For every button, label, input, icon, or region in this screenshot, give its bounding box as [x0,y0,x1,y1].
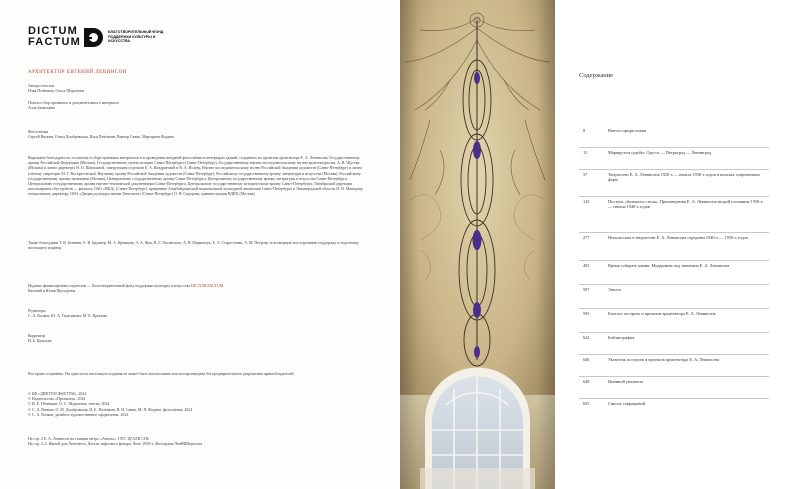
rights-note: Все права сохранены. Ни одна часть настоящего издания не может быть использована или воспроизведена без предварительного разрешения правообладателей. [28,372,295,376]
copyright-line: © Издательство «Пропилеи», 2024 [28,397,86,402]
toc-page-number: 642 [583,335,590,340]
toc-item[interactable] [579,197,769,233]
acknowledgment-extra: Также благодарим Т. В. Беннинг, Е. В. Брукнер, М. А. Кривцову, Э. А. Жук, В. Г. Лисовского, А. В. Марковчук, Е. Э. Старостенко, А. М. Петрову за всемерную всестороннюю поддержку и подготовку настоящего издания [28,241,359,251]
toc-item[interactable] [579,170,769,197]
editors: Редакторы С. А. Волков, Ю. А. Герасимова, М. Б. Крылова [28,309,108,319]
toc-page-number: 277 [583,235,590,240]
book-title: АРХИТЕКТОР ЕВГЕНИЙ ЛЕВИНСОН [28,70,127,75]
toc-chapter-title: Указатель построек и проектов архитектора Е. А. Левинсона [608,357,720,362]
table-of-contents [579,126,769,421]
copyright-list [28,392,372,418]
logo-f-mark-icon [84,28,103,47]
toc-page-number: 15 [583,150,588,155]
toc-page-number: 648 [583,379,590,384]
publisher-name: DICTUM FACTUM [191,284,224,288]
toc-page-number: 145 [583,199,590,204]
toc-page-number: 646 [583,357,590,362]
toc-chapter-title: Список сокращений [608,401,645,406]
credit-archive: Поиск и сбор архивного и документального материала Алла Замаскина [28,101,119,111]
proofreader: Корректор И. Б. Крылова [28,334,52,344]
toc-chapter-title: Творчество Е. А. Левинсона 1920-х — начала 1930-х годов в поисках современных форм [608,172,761,183]
toc-chapter-title: Поступь «большого стиля». Произведения Е. А. Левинсона второй половины 1930-х — начала 1940-х годов [608,199,763,210]
toc-chapter-title: Библиография [608,335,635,340]
copyright-line: © И. Е. Печёнкин, О. С. Шурыгина, тексты, 2024 [28,402,110,407]
caption-notes: На стр. 2 Е. А. Левинсон на станции метро «Автово». 1957. ЦГАЛИ СПб На стр. 4–5. Жилой дом Ленсовета. Детали лифтового фонаря. Фото 1950-х. Фотоархив ЛенНИИпроекта [28,437,203,447]
toc-item[interactable] [579,148,769,170]
toc-chapter-title: Вместо предисловия [608,128,646,133]
toc-page-number: 483 [583,263,590,268]
toc-page-number: 587 [583,287,590,292]
toc-item[interactable] [579,355,769,377]
publisher-logo [28,26,168,48]
toc-chapter-title: Маршрутом судьбы: Одесса — Петроград — Ленинград [608,150,712,155]
copyright-line: © С. А. Вялкин, О. М. Домбровская, И. Е. Печёнкин, В. Н. Савик, М. П. Фадина, фотосъёмка, 2024 [28,407,193,412]
copyright-line: © БФ «ДИКТУМ ФАКТУМ», 2024 [28,392,87,396]
credit-authors: Авторы текстов Илья Печёнкин, Ольга Шурыгина [28,84,85,94]
publisher-info: Издание финансировано издателем — Благотворительный фонд поддержки культуры и искусства DICTUM FACTUM Евгений и Юлия Прохоровы [28,284,224,294]
toc-page-number: 37 [583,172,588,177]
toc-chapter-title: Эпилог [608,287,622,292]
toc-item[interactable] [579,377,769,399]
toc-item[interactable] [579,399,769,421]
toc-item[interactable] [579,233,769,261]
toc-page-number: 655 [583,401,590,406]
toc-chapter-title: Каталог построек и проектов архитектора Е. А. Левинсона [608,311,716,316]
chandelier-image [400,0,555,489]
toc-item[interactable] [579,261,769,285]
chandelier-photo [400,0,555,489]
toc-chapter-title: Именной указатель [608,379,644,384]
logo-tagline: БЛАГОТВОРИТЕЛЬНЫЙ ФОНД ПОДДЕРЖКИ КУЛЬТУРЫ И ИСКУССТВА [108,29,164,44]
toc-item[interactable] [579,333,769,355]
toc-chapter-title: Неоклассика в творчестве Е. А. Левинсона середины 1940-х — 1950-х годов [608,235,748,240]
credit-photo: Фотосъёмка Сергей Вялкин, Ольга Домбровская, Илья Печёнкин, Виктор Савик, Маргарита Фадина [28,130,174,140]
acknowledgment-main: Выражаем благодарность за помощь в сборе архивных материалов и в проведении натурной фотосъёмки в интерьерах зданий, созданных по проектам архитектора Е. А. Левинсона, Государственному архиву Российской Федерации (Москва), Государственному музею истории Санкт-Петербурга (Санкт-Петербург), Государственному научно-исследовательскому музею архитектуры им. А. В. Щусева (Москва) и лично директору Н. О. Шапошной, заведующим отделами Е. А. Кондратовой и В. А. Исаеву, Научно-исследовательскому музею Российской Академии художеств (Санкт-Петербург) и лично учёному секретарю М. Г. Воскресенской, Научному архиву Российской Академии художеств (Санкт-Петербург), Российскому государственному архиву литературы и искусства (Москва), Российскому государственному архиву экономики (Москва), Центральному государственному архиву Санкт-Петербурга, Центральному государственному архиву литературы и искусства Санкт-Петербурга, Центральному государственному архиву научно-технической документации Санкт-Петербурга, Центральному государственному историческому архиву Санкт-Петербурга, Октябрьской дирекции пассажирских обустройств — филиалу ОАО «РЖД» (Санкт-Петербург), правлению Азербайджанской национальной культурной автономии Санкт-Петербурга и Ленинградской области Н. И. Мамедову, генеральному директору ООО «Дворец культуры имени Ленсовета» (Санкт-Петербург) О. В. Сидорову, администрации ВДНХ (Москва) [28,156,364,197]
toc-page-number: 593 [583,311,590,316]
toc-title: Содержание [579,72,614,79]
toc-item[interactable] [579,309,769,333]
copyright-line: © С. А. Волков, дизайн и художественное оформление, 2024 [28,412,129,417]
logo-wordmark: DICTUM FACTUM [28,25,82,48]
toc-page-number: 8 [583,128,586,133]
toc-chapter-title: Время собирать камни. Модернизм под знаменем Е. А. Левинсона [608,263,730,268]
toc-item[interactable] [579,126,769,148]
toc-item[interactable] [579,285,769,309]
